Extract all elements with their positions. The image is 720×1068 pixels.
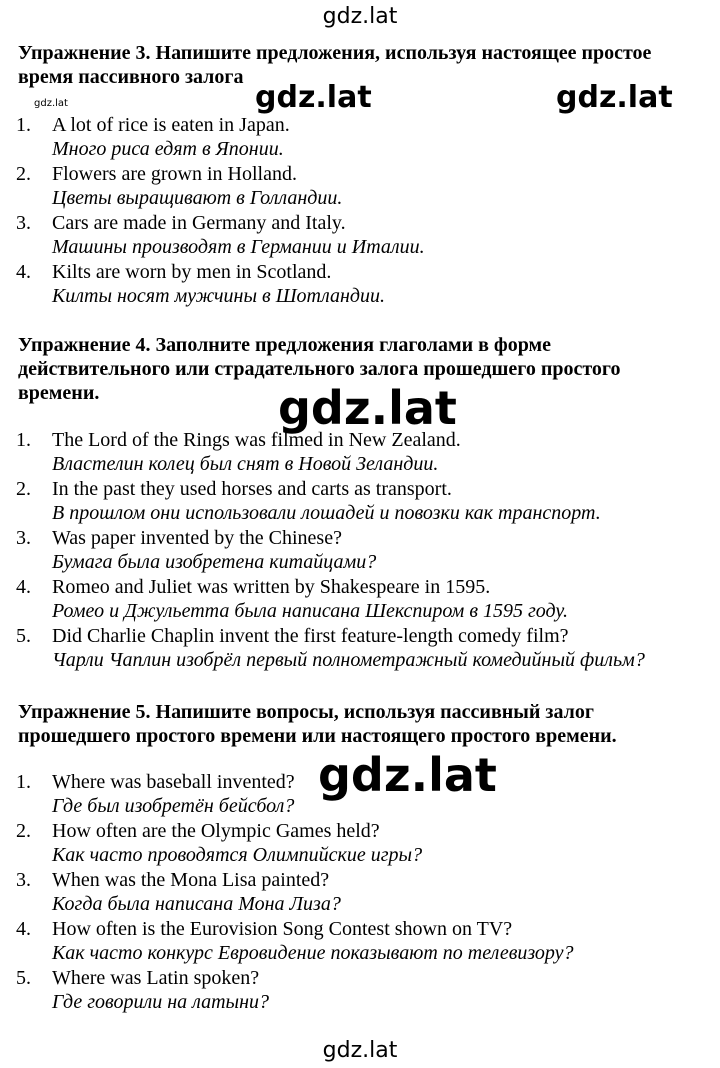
russian-translation: Килты носят мужчины в Шотландии. [52,285,386,307]
english-sentence: Where was Latin spoken? [52,967,260,989]
russian-translation: Много риса едят в Японии. [52,138,284,160]
item-number: 3. [16,869,31,891]
russian-translation: Властелин колец был снят в Новой Зеландии. [52,453,439,475]
russian-translation: Машины производят в Германии и Италии. [52,236,425,258]
item-number: 3. [16,527,31,549]
watermark-bottom: gdz.lat [322,1038,398,1063]
watermark: gdz.lat [556,80,673,115]
heading-line: Упражнение 3. Напишите предложения, используя настоящее простое [18,42,652,64]
item-number: 2. [16,478,31,500]
english-sentence: Cars are made in Germany and Italy. [52,212,346,234]
list-item [16,477,716,526]
item-number: 1. [16,114,31,136]
item-number: 4. [16,918,31,940]
list-item [16,162,716,211]
russian-translation: Бумага была изобретена китайцами? [52,551,377,573]
item-number: 4. [16,261,31,283]
watermark: gdz.lat [318,748,497,802]
heading-line: прошедшего простого времени или настоящего простого времени. [18,725,617,747]
english-sentence: Where was baseball invented? [52,771,295,793]
list-item [16,428,716,477]
russian-translation: Когда была написана Мона Лиза? [52,893,341,915]
english-sentence: Was paper invented by the Chinese? [52,527,342,549]
russian-translation: Где был изобретён бейсбол? [52,795,295,817]
list-item [16,113,716,162]
heading-line: времени. [18,382,100,404]
russian-translation: Где говорили на латыни? [52,991,269,1013]
exercise-5-heading [18,700,708,748]
russian-translation: В прошлом они использовали лошадей и повозки как транспорт. [52,502,601,524]
english-sentence: Kilts are worn by men in Scotland. [52,261,332,283]
english-sentence: How often is the Eurovision Song Contest shown on TV? [52,918,513,940]
item-number: 1. [16,429,31,451]
heading-line: время пассивного залога [18,66,244,88]
exercise-4-heading [18,333,708,405]
english-sentence: The Lord of the Rings was filmed in New Zealand. [52,429,461,451]
list-item [16,526,716,575]
exercise-3-list [16,113,716,309]
item-number: 4. [16,576,31,598]
list-item [16,966,716,1015]
list-item [16,260,716,309]
item-number: 5. [16,967,31,989]
exercise-4-list [16,428,716,673]
english-sentence: When was the Mona Lisa painted? [52,869,330,891]
exercise-5-list [16,770,716,1015]
item-number: 2. [16,163,31,185]
exercise-3-heading [18,41,708,89]
heading-line: Упражнение 5. Напишите вопросы, используя пассивный залог [18,701,594,723]
item-number: 1. [16,771,31,793]
item-number: 5. [16,625,31,647]
list-item [16,770,716,819]
russian-translation: Ромео и Джульетта была написана Шекспиром в 1595 году. [52,600,569,622]
list-item [16,917,716,966]
list-item [16,624,716,673]
list-item [16,819,716,868]
russian-translation: Как часто проводятся Олимпийские игры? [52,844,423,866]
item-number: 2. [16,820,31,842]
russian-translation: Как часто конкурс Евровидение показывают по телевизору? [52,942,574,964]
english-sentence: In the past they used horses and carts as transport. [52,478,452,500]
russian-translation: Чарли Чаплин изобрёл первый полнометражный комедийный фильм? [52,649,645,671]
english-sentence: Did Charlie Chaplin invent the first feature-length comedy film? [52,625,569,647]
english-sentence: Romeo and Juliet was written by Shakespeare in 1595. [52,576,491,598]
english-sentence: Flowers are grown in Holland. [52,163,297,185]
watermark-top: gdz.lat [322,4,398,29]
watermark: gdz.lat [255,80,372,115]
english-sentence: A lot of rice is eaten in Japan. [52,114,290,136]
english-sentence: How often are the Olympic Games held? [52,820,380,842]
russian-translation: Цветы выращивают в Голландии. [52,187,343,209]
watermark-small: gdz.lat [34,98,68,109]
list-item [16,868,716,917]
list-item [16,211,716,260]
item-number: 3. [16,212,31,234]
heading-line: Упражнение 4. Заполните предложения глаголами в форме [18,334,552,356]
list-item [16,575,716,624]
watermark: gdz.lat [278,381,457,435]
heading-line: действительного или страдательного залога прошедшего простого [18,358,621,380]
